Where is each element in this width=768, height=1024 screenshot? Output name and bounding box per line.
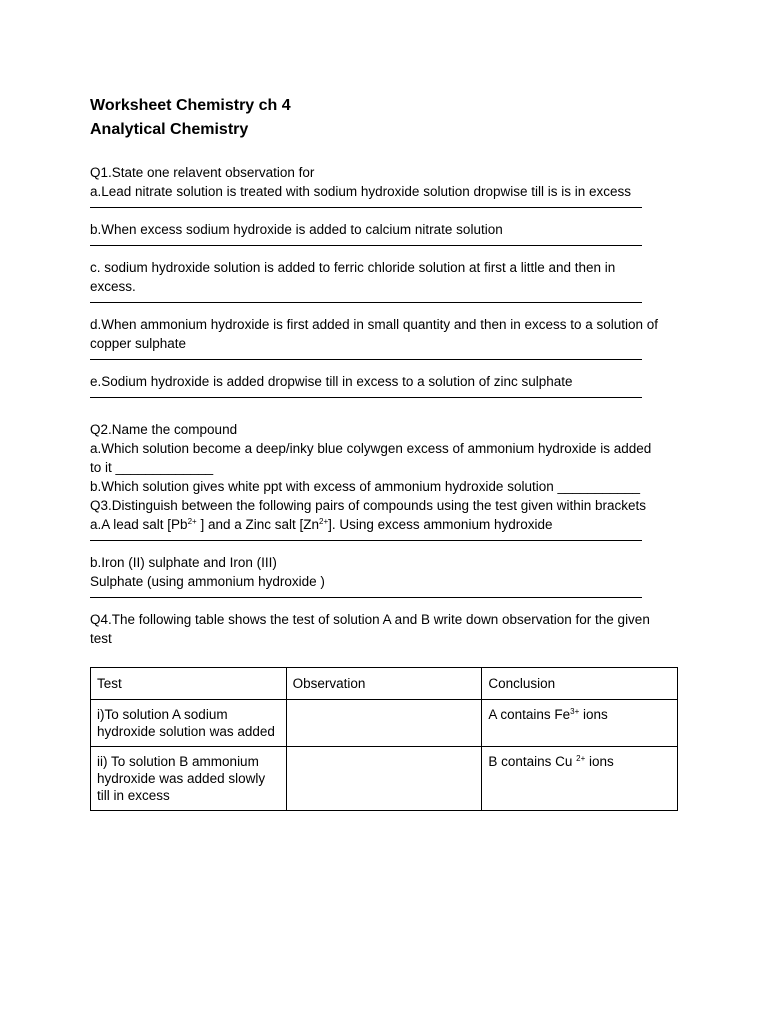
question-2 xyxy=(90,420,680,496)
q2-part-b: b.Which solution gives white ppt with excess of ammonium hydroxide solution ___________ xyxy=(90,479,641,494)
question-4 xyxy=(90,610,680,811)
q2-part-a-line1: a.Which solution become a deep/inky blue colywgen excess of ammonium hydroxide is added xyxy=(90,441,652,456)
answer-line xyxy=(90,397,642,398)
q3-a-text-2: ] and a Zinc salt [Zn xyxy=(196,517,320,532)
answer-line xyxy=(90,245,642,246)
q1-part-c-line1: c. sodium hydroxide solution is added to ferric chloride solution at first a little and then in xyxy=(90,260,616,275)
q1-part-e: e.Sodium hydroxide is added dropwise till in excess to a solution of zinc sulphate xyxy=(90,374,573,389)
q4-heading-line1: Q4.The following table shows the test of solution A and B write down observation for the given xyxy=(90,612,650,627)
question-1 xyxy=(90,163,680,398)
table-cell-observation[interactable] xyxy=(286,700,482,747)
worksheet-subtitle: Analytical Chemistry xyxy=(90,121,249,138)
answer-line xyxy=(90,207,642,208)
q2-heading: Q2.Name the compound xyxy=(90,422,238,437)
q3-a-superscript-2: 2+ xyxy=(319,517,329,526)
answer-line xyxy=(90,302,642,303)
table-cell-conclusion xyxy=(482,700,678,747)
q3-part-b-line2: Sulphate (using ammonium hydroxide ) xyxy=(90,574,325,589)
table-header-cell: Conclusion xyxy=(482,668,678,700)
conclusion-superscript: 3+ xyxy=(570,707,580,716)
table-cell-observation[interactable] xyxy=(286,747,482,811)
q3-part-b-line1: b.Iron (II) sulphate and Iron (III) xyxy=(90,555,277,570)
table-cell-test: i)To solution A sodium hydroxide solution was added xyxy=(91,700,287,747)
table-cell-test: ii) To solution B ammonium hydroxide was added slowly till in excess xyxy=(91,747,287,811)
q1-heading: Q1.State one relavent observation for xyxy=(90,165,315,180)
q1-part-c-line2: excess. xyxy=(90,279,136,294)
q2-part-a-line2: to it _____________ xyxy=(90,460,214,475)
conclusion-text: B contains Cu xyxy=(488,754,577,769)
question-3 xyxy=(90,496,680,598)
q3-heading: Q3.Distinguish between the following pairs of compounds using the test given within brackets xyxy=(90,498,647,513)
q4-heading-line2: test xyxy=(90,631,112,646)
q3-a-superscript-1: 2+ xyxy=(187,517,197,526)
table-header-cell: Test xyxy=(91,668,287,700)
worksheet-page xyxy=(90,94,680,811)
conclusion-superscript: 2+ xyxy=(576,754,586,763)
table-header-cell: Observation xyxy=(286,668,482,700)
q3-part-a xyxy=(90,515,680,534)
q1-part-b: b.When excess sodium hydroxide is added to calcium nitrate solution xyxy=(90,222,503,237)
table-header-row xyxy=(91,668,678,700)
worksheet-title: Worksheet Chemistry ch 4 xyxy=(90,97,291,114)
table-row xyxy=(91,700,678,747)
q1-part-d-line1: d.When ammonium hydroxide is first added in small quantity and then in excess to a solution of xyxy=(90,317,659,332)
answer-line xyxy=(90,540,642,541)
table-cell-conclusion xyxy=(482,747,678,811)
q1-part-d-line2: copper sulphate xyxy=(90,336,187,351)
conclusion-text: ions xyxy=(585,754,614,769)
answer-line xyxy=(90,597,642,598)
q1-part-a: a.Lead nitrate solution is treated with sodium hydroxide solution dropwise till is is in excess xyxy=(90,184,632,199)
observation-table xyxy=(90,667,678,811)
q3-a-text-1: a.A lead salt [Pb xyxy=(90,517,188,532)
conclusion-text: A contains Fe xyxy=(488,707,571,722)
table-row xyxy=(91,747,678,811)
q3-a-text-3: ]. Using excess ammonium hydroxide xyxy=(328,517,553,532)
answer-line xyxy=(90,359,642,360)
conclusion-text: ions xyxy=(579,707,608,722)
